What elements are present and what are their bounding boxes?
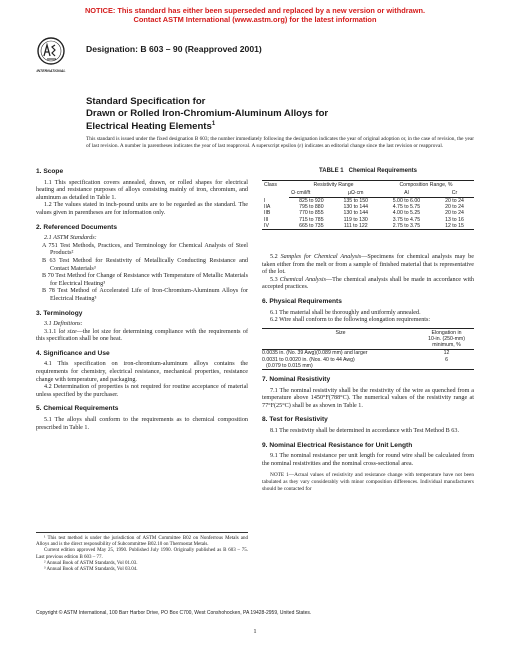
section-1-heading: 1. Scope [36, 168, 64, 175]
table-row [262, 198, 474, 205]
title-line-3 [86, 119, 426, 133]
cell: 5.00 to 6.00 [392, 198, 421, 204]
para-3-1 [36, 321, 248, 329]
cell: 135 to 150 [343, 198, 368, 204]
col-elongation-line-2: 10-in. (250-mm) [428, 335, 465, 342]
para-1-1: 1.1 This specification covers annealed, drawn, or rolled shapes for electrical heating and resistance purposes of alloys consisting mainly of iron, chromium, and aluminum as detailed in Table 1. [36, 179, 248, 201]
cell: 130 to 144 [343, 210, 368, 217]
section-9-heading: 9. Nominal Electrical Resistance for Unit Length [262, 441, 413, 449]
ref-b63: B 63 Test Method for Resistivity of Metallically Conducting Resistance and Contact Materials³ [42, 257, 248, 272]
section-7-heading: 7. Nominal Resistivity [262, 375, 331, 383]
definitions-label: 3.1 Definitions: [44, 321, 83, 328]
col-cr: Cr [435, 189, 474, 198]
para-5-3 [262, 277, 474, 292]
document-title [86, 96, 426, 133]
notice-line-1: NOTICE: This standard has either been superseded and replaced by a new version or withdrawn. [84, 6, 426, 15]
para-3-1-1-number: 3.1.1 [44, 328, 59, 335]
cell: 20 to 24 [445, 210, 464, 217]
cell: 12 to 15 [445, 222, 464, 229]
samples-term: Samples for Chemical Analysis [280, 254, 362, 261]
cell: 0.0031 to 0.0020 in. (Nos. 40 to 44 Awg) [262, 356, 355, 363]
col-class: Class [264, 181, 277, 188]
para-3-1-1-text: —the lot size for determining compliance with the requirements of this specification shall be one heat. [36, 328, 248, 343]
col-size: Size [262, 328, 419, 350]
footnote-3: ³ Annual Book of ASTM Standards, Vol 03.04. [44, 567, 138, 573]
title-line-1: Standard Specification for [86, 96, 206, 107]
lot-size-term: lot size [58, 328, 77, 335]
footnote-2: ² Annual Book of ASTM Standards, Vol 01.03. [44, 560, 138, 566]
para-5-2-number: 5.2 [270, 254, 281, 261]
section-5-heading: 5. Chemical Requirements [36, 405, 119, 413]
astm-logo-icon [36, 34, 66, 76]
ref-b70: B 70 Test Method for Change of Resistance with Temperature of Metallic Materials for Electrical Heating³ [42, 273, 248, 287]
col-al: Al [378, 189, 435, 198]
cell: 825 to 920 [299, 198, 324, 204]
cell: 715 to 785 [299, 216, 324, 223]
cell: 770 to 855 [299, 210, 324, 217]
para-1-2: 1.2 The values stated in inch-pound units are to be regarded as the standard. The values given in parentheses are for information only. [36, 202, 248, 216]
cell: 13 to 16 [445, 216, 464, 223]
footnote-current-edition: Current edition approved May 25, 1990. Published July 1990. Originally published as B 603 – 75. Last previous edition B 603 – 77. [36, 548, 248, 560]
para-4-1: 4.1 This specification on iron-chromium-aluminum alloys contains the requirements for chemistry, electrical resistance, mechanical properties, resistance change with temperature, and packaging. [36, 361, 248, 383]
title-line-3-text: Electrical Heating Elements [86, 121, 212, 133]
para-9-1: 9.1 The nominal resistance per unit length for round wire shall be calculated from the nominal resistivities and the nominal cross-sectional area. [262, 453, 474, 467]
para-6-2: 6.2 Wire shall conform to the following elongation requirements: [270, 317, 431, 324]
cell: IIB [264, 210, 271, 217]
para-2-1 [36, 235, 248, 243]
section-6-heading: 6. Physical Requirements [262, 297, 342, 305]
preamble: This standard is issued under the fixed designation B 603; the number immediately following the designation indicates the year of original adoption or, in the case of revision, the year of last revision. A number in parentheses indicates the year of last reapproval. A superscript epsilon (ε) indicates an editorial change since the last revision or reapproval. [86, 136, 474, 149]
footnotes [36, 532, 248, 573]
col-elongation [419, 328, 474, 350]
cell: 0.0035 in. (No. 39 Awg)(0.089 mm) and larger [262, 350, 368, 357]
ref-b78: B 78 Test Method of Accelerated Life of Iron-Chromium-Aluminum Alloys for Electrical Heating³ [42, 288, 248, 302]
footnote-1: ¹ This test method is under the jurisdiction of ASTM Committee B02 on Nonferrous Metals and Alloys and is the direct responsibility of Subcommittee B02.10 on Thermostat Metals. [36, 536, 248, 548]
cell: IV [264, 222, 269, 229]
cell: 795 to 880 [299, 204, 324, 211]
table-row [262, 363, 474, 370]
notice-banner [0, 6, 510, 24]
para-5-2-text: —Specimens for chemical analysis may be taken either from the melt or from a sample of finished material that is representative of the lot. [262, 254, 474, 276]
cell: 130 to 144 [343, 204, 368, 211]
section-8-heading: 8. Test for Resistivity [262, 416, 328, 424]
left-column [36, 168, 248, 432]
cell: 119 to 130 [343, 216, 368, 223]
para-5-2 [262, 254, 474, 277]
note-1: NOTE 1—Actual values of resistivity and resistance change with temperature have not been tabulated as they vary considerably with minor composition differences. Individual manufacturers should be contacted for [262, 472, 474, 492]
astm-standards-label: 2.1 ASTM Standards: [44, 235, 97, 242]
page-number: 1 [253, 628, 257, 635]
chemical-analysis-term: Chemical Analysis [279, 276, 327, 283]
para-7-1: 7.1 The nominal resistivity shall be the resistivity of the wire as quenched from a temperature above 1450°F(788°C). The numerical values of the resistivity range at 77°F(25°C) shall be as shown in Table 1. [262, 387, 474, 409]
right-column [262, 168, 474, 492]
cell: 20 to 24 [445, 204, 464, 211]
para-5-3-text: —The chemical analysis shall be made in accordance with accepted practices. [262, 276, 474, 291]
col-resistivity: Resistivity Range [313, 181, 354, 188]
col-elongation-line-3: minimum, % [432, 342, 461, 349]
designation: Designation: B 603 – 90 (Reapproved 2001) [86, 44, 262, 54]
title-line-2: Drawn or Rolled Iron-Chromium-Aluminum Alloys for [86, 107, 329, 119]
para-5-1: 5.1 The alloys shall conform to the requirements as to chemical composition prescribed in Table 1. [36, 417, 248, 431]
para-6-1: 6.1 The material shall be thoroughly and uniformly annealed. [270, 309, 421, 316]
title-footnote-mark: 1 [211, 121, 216, 127]
cell [419, 363, 474, 370]
para-4-2: 4.2 Determination of properties is not required for routine acceptance of material unless specified by the purchaser. [36, 384, 248, 398]
section-2-heading: 2. Referenced Documents [36, 223, 117, 231]
cell: 111 to 122 [343, 222, 368, 229]
para-5-3-number: 5.3 [270, 276, 280, 283]
table-1-label: TABLE 1 [319, 168, 344, 174]
para-8-1: 8.1 The resistivity shall be determined in accordance with Test Method B 63. [270, 427, 459, 434]
section-3-heading: 3. Terminology [36, 309, 83, 317]
cell: 2.75 to 3.75 [392, 222, 421, 229]
cell: 20 to 24 [445, 198, 464, 204]
cell: III [264, 216, 269, 223]
col-elongation-line-1: Elongation in [431, 329, 462, 336]
cell: 3.75 to 4.75 [392, 216, 421, 223]
cell: 12 [443, 350, 450, 357]
cell: 4.75 to 5.75 [392, 204, 421, 211]
chemical-requirements-table [262, 180, 474, 230]
ref-a751: A 751 Test Methods, Practices, and Terminology for Chemical Analysis of Steel Products² [42, 242, 248, 257]
cell: I [264, 197, 266, 204]
notice-line-2: Contact ASTM International (www.astm.org) for the latest information [133, 15, 377, 24]
col-composition: Composition Range, % [399, 181, 453, 188]
logo-text: INTERNATIONAL [36, 69, 66, 73]
col-unit-cm: μΩ·cm [334, 189, 378, 198]
para-3-1-1 [36, 329, 248, 344]
col-unit-cmil: Ω·cmil/ft [289, 189, 333, 198]
table-row [262, 223, 474, 230]
cell: (0.079 to 0.015 mm) [266, 362, 313, 369]
cell: 6 [445, 356, 448, 363]
cell: 4.00 to 5.25 [392, 210, 421, 217]
table-1-name: Chemical Requirements [348, 168, 417, 174]
elongation-table [262, 328, 474, 370]
table-row [262, 350, 474, 357]
cell: 665 to 735 [299, 222, 324, 229]
copyright-footer: Copyright © ASTM International, 100 Barr Harbor Drive, PO Box C700, West Conshohocken, PA 19428-2959, United States. [36, 610, 312, 616]
cell: IIA [264, 204, 271, 211]
section-4-heading: 4. Significance and Use [36, 349, 110, 357]
table-1-title [262, 168, 474, 176]
